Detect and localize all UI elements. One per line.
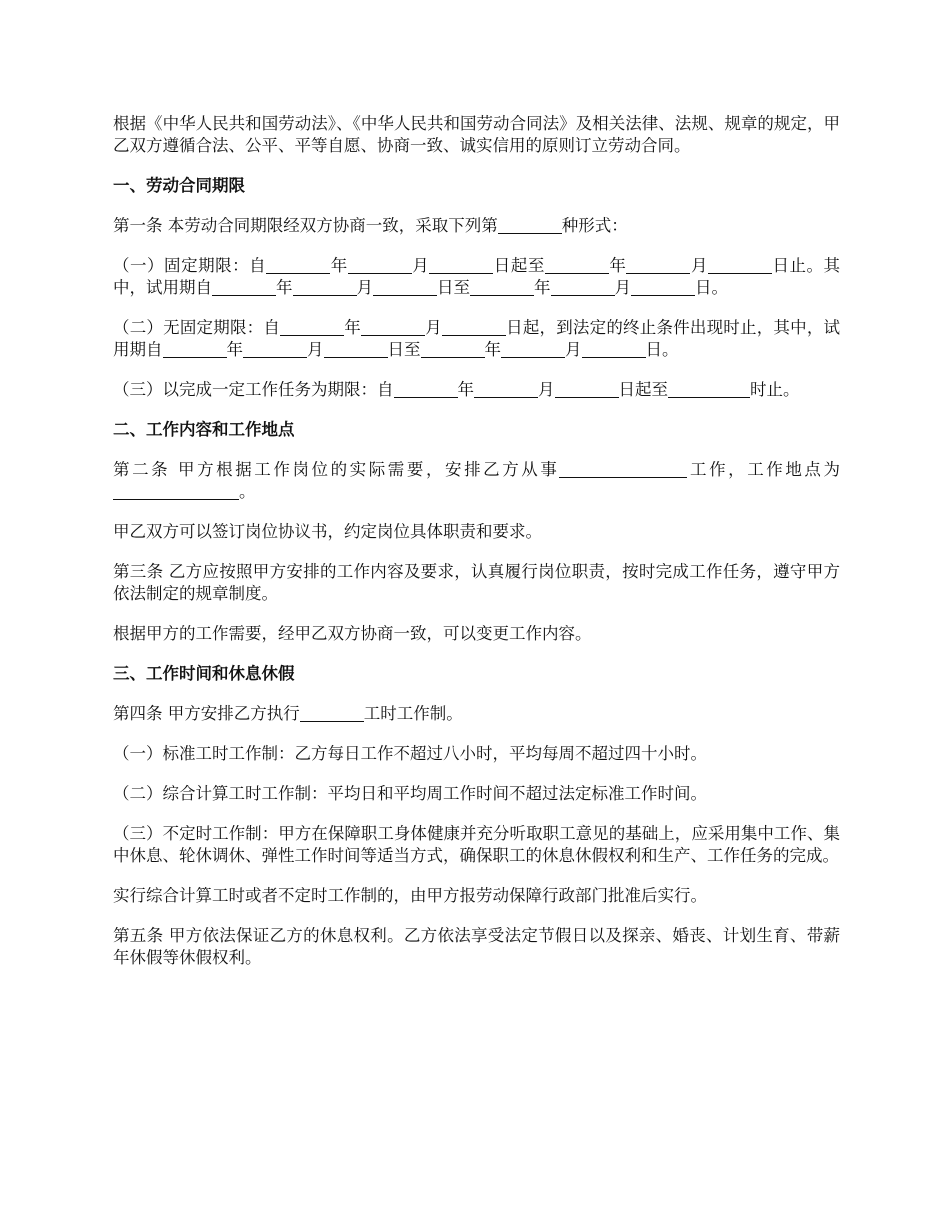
start-year-blank[interactable]: [394, 381, 458, 398]
open-term-clause: （二）无固定期限：自 年 月 日起，到法定的终止条件出现时止，其中，试用期自 年 月 日至 年 月 日。: [113, 318, 841, 359]
intro-paragraph: 根据《中华人民共和国劳动法》、《中华人民共和国劳动合同法》及相关法律、法规、规章的规定，甲乙双方遵循合法、公平、平等自愿、协商一致、诚实信用的原则订立劳动合同。: [113, 114, 840, 155]
section-heading-work: 二、工作内容和工作地点: [113, 420, 295, 439]
job-position-blank[interactable]: [559, 461, 687, 478]
probation-end-day-blank[interactable]: [631, 279, 695, 296]
standard-hours-clause: （一）标准工时工作制：乙方每日工作不超过八小时，平均每周不超过四十小时。: [113, 744, 707, 763]
start-day-blank[interactable]: [429, 257, 493, 274]
start-year-blank[interactable]: [280, 319, 344, 336]
probation-end-month-blank[interactable]: [551, 279, 615, 296]
contract-form-blank[interactable]: [498, 217, 562, 234]
work-hours-system-blank[interactable]: [300, 705, 364, 722]
start-month-blank[interactable]: [361, 319, 425, 336]
end-year-blank[interactable]: [545, 257, 609, 274]
position-agreement-paragraph: 甲乙双方可以签订岗位协议书，约定岗位具体职责和要求。: [113, 522, 542, 541]
start-day-blank[interactable]: [442, 319, 506, 336]
end-month-blank[interactable]: [626, 257, 690, 274]
task-term-clause: （三）以完成一定工作任务为期限：自 年 月 日起至 时止。: [113, 380, 800, 399]
section-heading-term: 一、劳动合同期限: [113, 176, 245, 195]
probation-end-day-blank[interactable]: [582, 341, 646, 358]
article-2: 第二条 甲方根据工作岗位的实际需要，安排乙方从事 工作，工作地点为。: [113, 460, 840, 501]
task-end-blank[interactable]: [668, 381, 750, 398]
change-work-paragraph: 根据甲方的工作需要，经甲乙双方协商一致，可以变更工作内容。: [113, 624, 592, 643]
probation-start-month-blank[interactable]: [293, 279, 357, 296]
probation-end-month-blank[interactable]: [501, 341, 565, 358]
article-4: 第四条 甲方安排乙方执行 工时工作制。: [113, 704, 463, 723]
flexible-hours-clause: （三）不定时工作制：甲方在保障职工身体健康并充分听取职工意见的基础上，应采用集中工作、集中休息、轮休调休、弹性工作时间等适当方式，确保职工的休息休假权利和生产、工作任务的完成。: [113, 824, 840, 865]
work-location-blank[interactable]: [113, 483, 239, 500]
probation-start-month-blank[interactable]: [243, 341, 307, 358]
article-3: 第三条 乙方应按照甲方安排的工作内容及要求，认真履行岗位职责，按时完成工作任务，遵守甲方依法制定的规章制度。: [113, 562, 840, 603]
article-5: 第五条 甲方依法保证乙方的休息权利。乙方依法享受法定节假日以及探亲、婚丧、计划生育、带薪年休假等休假权利。: [113, 926, 840, 967]
comprehensive-hours-clause: （二）综合计算工时工作制：平均日和平均周工作时间不超过法定标准工作时间。: [113, 784, 707, 803]
probation-end-year-blank[interactable]: [470, 279, 534, 296]
probation-start-day-blank[interactable]: [324, 341, 388, 358]
probation-end-year-blank[interactable]: [421, 341, 485, 358]
fixed-term-clause: （一）固定期限：自 年 月 日起至 年 月 日止。其中，试用期自 年 月 日至 年 月 日。: [113, 256, 841, 297]
start-day-blank[interactable]: [555, 381, 619, 398]
end-day-blank[interactable]: [708, 257, 772, 274]
approval-paragraph: 实行综合计算工时或者不定时工作制的，由甲方报劳动保障行政部门批准后实行。: [113, 886, 707, 905]
probation-start-year-blank[interactable]: [163, 341, 227, 358]
section-heading-hours: 三、工作时间和休息休假: [113, 664, 295, 683]
probation-start-year-blank[interactable]: [212, 279, 276, 296]
start-year-blank[interactable]: [266, 257, 330, 274]
contract-document: [113, 113, 840, 987]
probation-start-day-blank[interactable]: [373, 279, 437, 296]
start-month-blank[interactable]: [474, 381, 538, 398]
start-month-blank[interactable]: [348, 257, 412, 274]
article-1: 第一条 本劳动合同期限经双方协商一致，采取下列第 种形式：: [113, 216, 628, 235]
